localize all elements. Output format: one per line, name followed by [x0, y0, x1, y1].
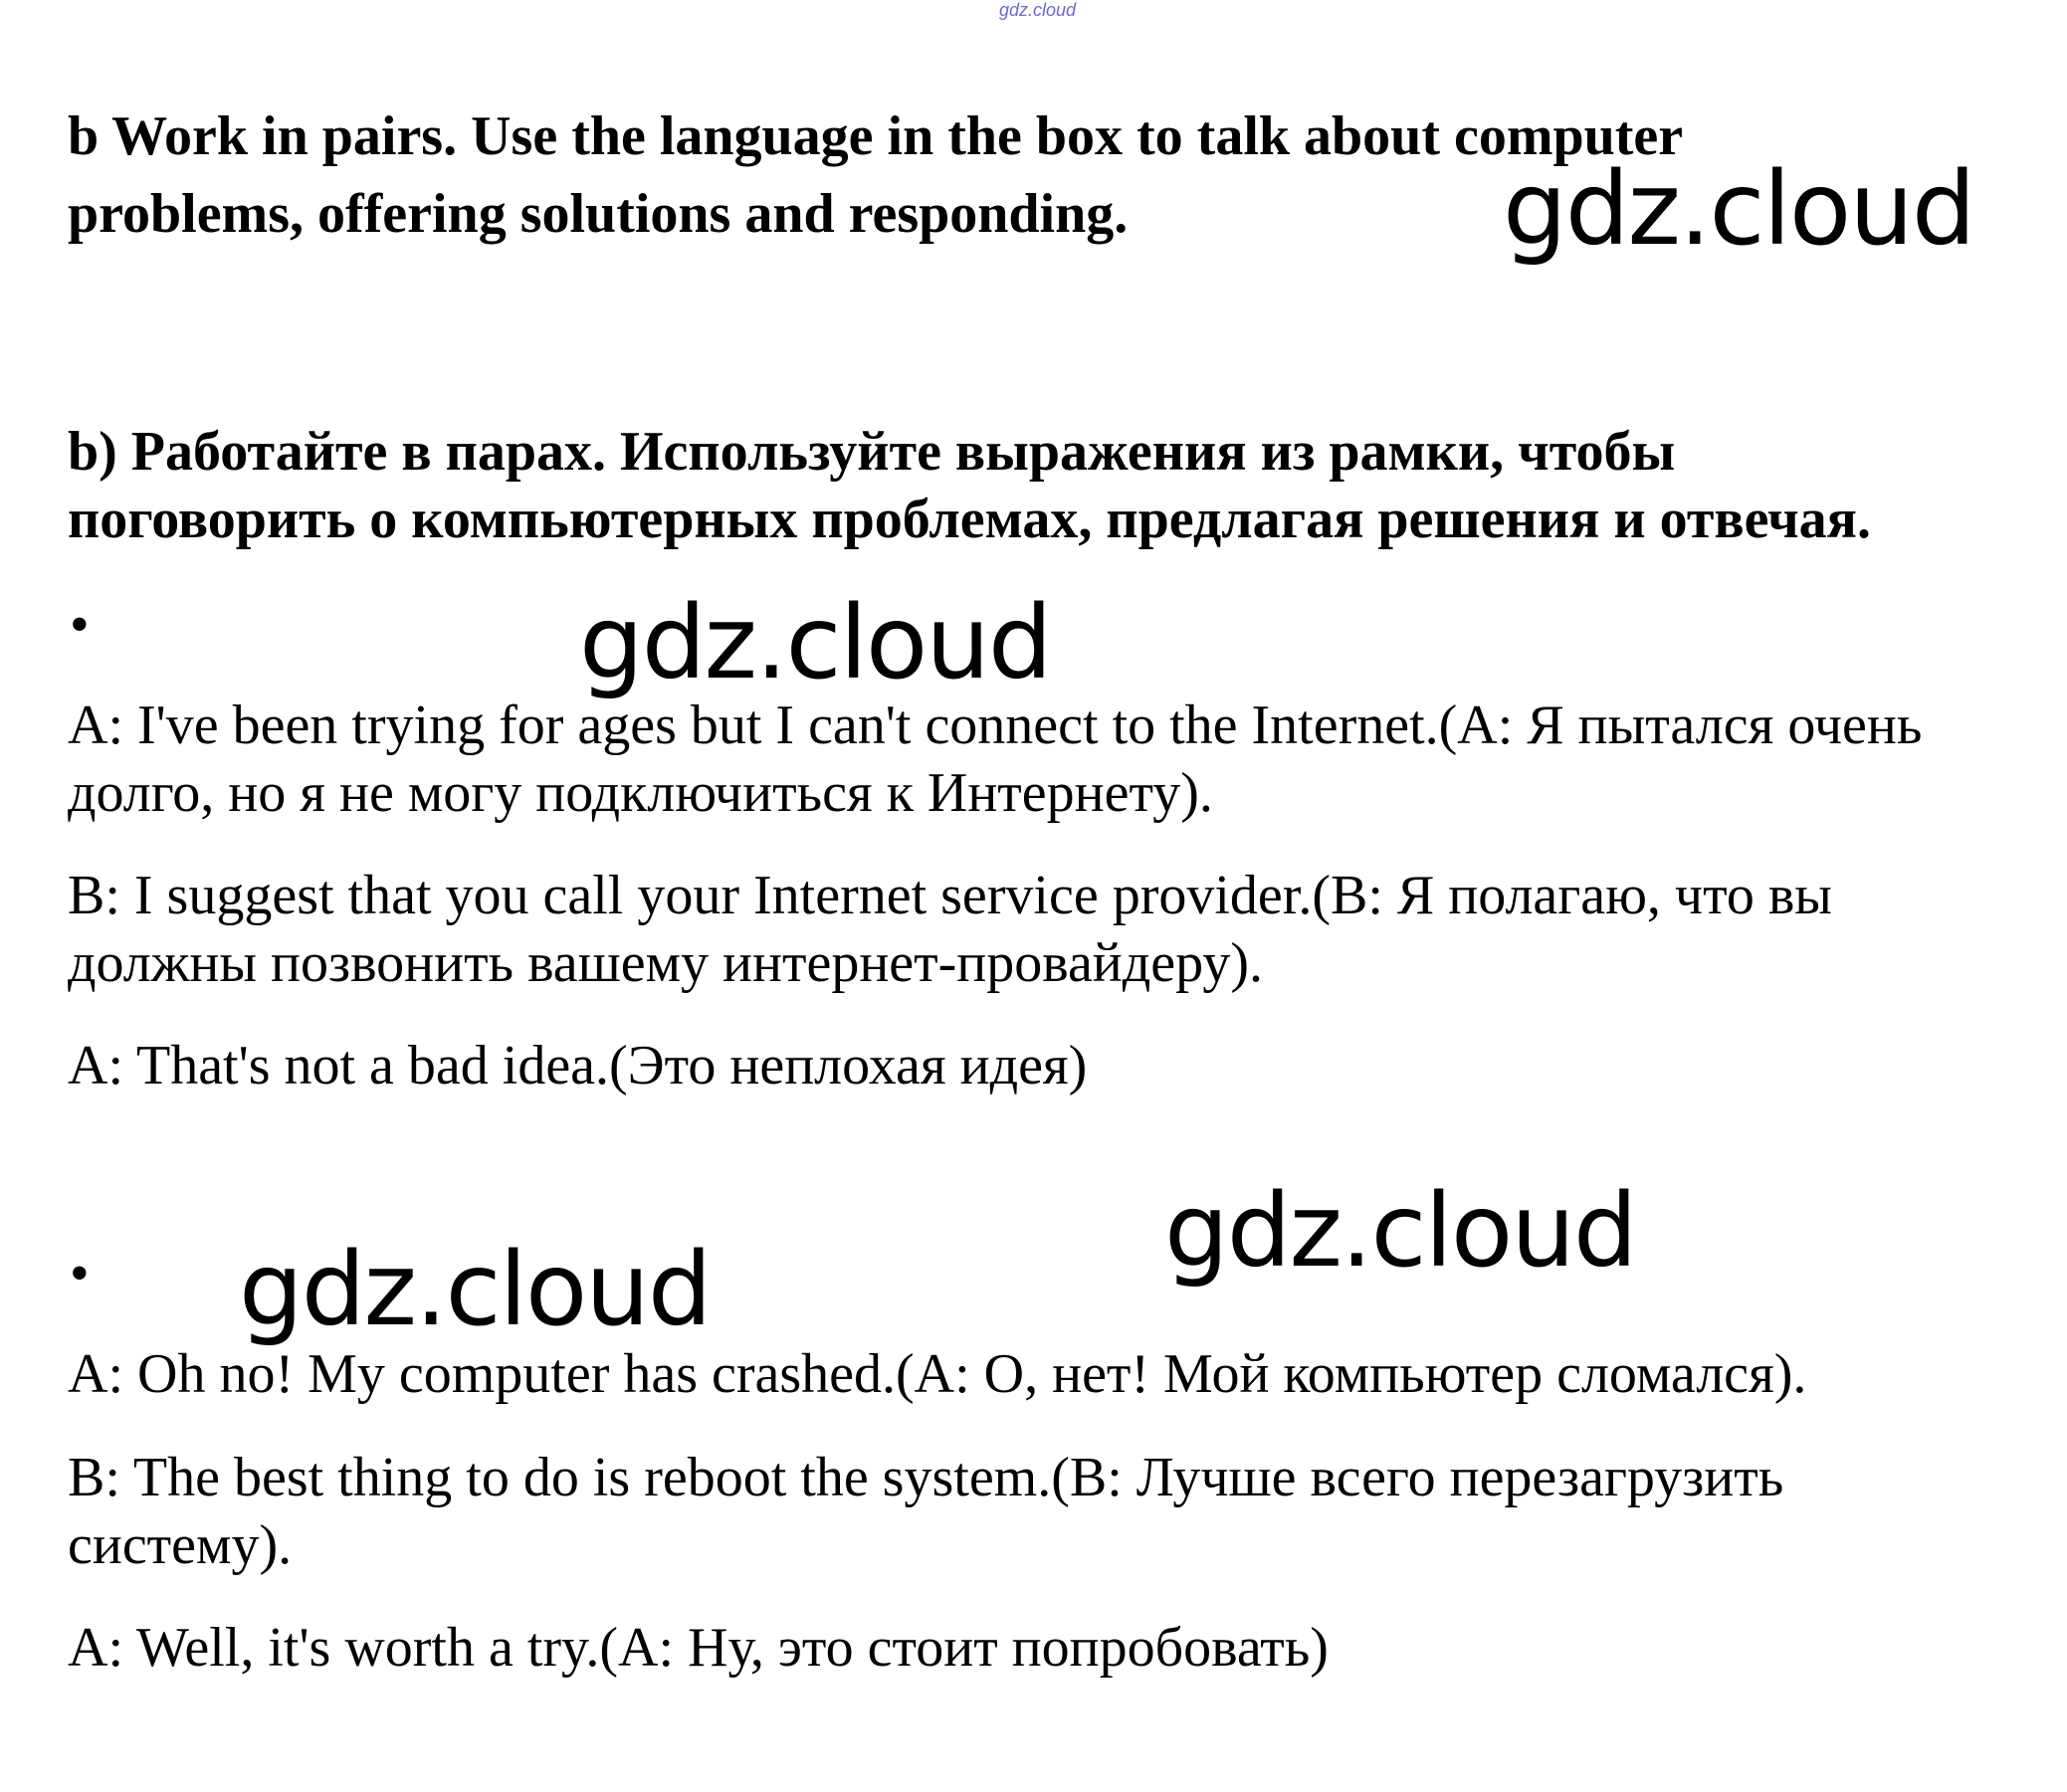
dialogue1-b1-line1: B: I suggest that you call your Internet service provider.(B: Я полагаю, что вы — [68, 865, 1832, 926]
bullet-marker: • — [70, 594, 90, 656]
watermark: gdz.cloud — [579, 584, 1051, 702]
watermark: gdz.cloud — [239, 1231, 711, 1349]
top-watermark: gdz.cloud — [999, 0, 1077, 20]
dialogue1-b1-line2: должны позвонить вашему интернет-провайдеру). — [68, 932, 1264, 994]
bullet-marker: • — [70, 1243, 90, 1304]
dialogue2-b1-line1: B: The best thing to do is reboot the system.(B: Лучше всего перезагрузить — [68, 1447, 1784, 1508]
dialogue2-a1: A: Oh no! My computer has crashed.(A: О, нет! Мой компьютер сломался). — [68, 1343, 1807, 1405]
task-heading-ru-line1: b) Работайте в парах. Используйте выражения из рамки, чтобы — [68, 421, 1676, 483]
watermark: gdz.cloud — [1164, 1172, 1636, 1291]
dialogue2-a2: A: Well, it's worth a try.(A: Ну, это стоит попробовать) — [68, 1617, 1329, 1679]
dialogue1-a1-line1: A: I've been trying for ages but I can't connect to the Internet.(A: Я пытался очень — [68, 695, 1923, 756]
watermark: gdz.cloud — [1503, 150, 1974, 269]
task-heading-en-line2: problems, offering solutions and responding. — [68, 183, 1129, 245]
task-heading-en-line1: b Work in pairs. Use the language in the box to talk about computer — [68, 105, 1684, 167]
dialogue1-a1-line2: долго, но я не могу подключиться к Интернету). — [68, 762, 1213, 824]
dialogue1-a2: A: That's not a bad idea.(Это неплохая идея) — [68, 1035, 1088, 1096]
task-heading-ru-line2: поговорить о компьютерных проблемах, предлагая решения и отвечая. — [68, 489, 1871, 550]
dialogue2-b1-line2: систему). — [68, 1514, 293, 1576]
